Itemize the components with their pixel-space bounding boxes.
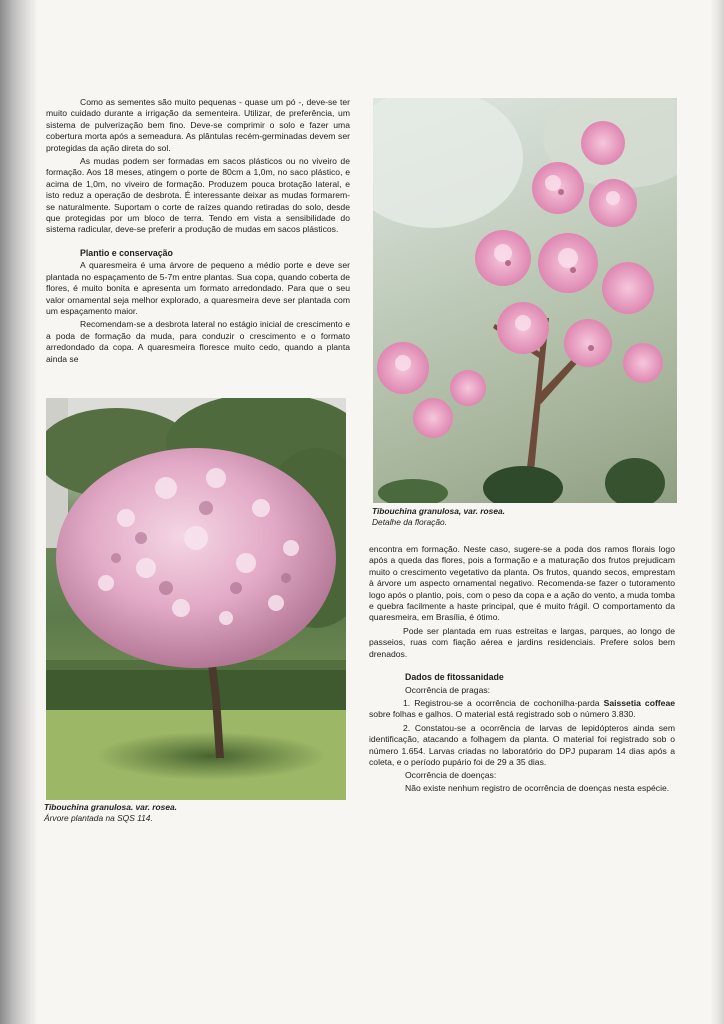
- paragraph-flower-pruning: encontra em formação. Neste caso, sugere-se a poda dos ramos florais logo após a queda das flores, pois a formação e a maturação dos frutos prejudicam muito o crescimento vegetativo da planta. Os frutos, quando secos, emprestam à árvore um aspecto ornamental negativo. Recomenda-se fazer o tutoramento logo após o plantio, pois, com o peso da copa e a ação do vento, a muda tomba e quebra facilmente a haste principal, que é muito frágil. O comportamento da quaresmeira, em Brasília, é ótimo.: [369, 544, 675, 623]
- flower-caption-detail: Detalhe da floração.: [372, 516, 447, 527]
- paragraph-spacing: A quaresmeira é uma árvore de pequeno a médio porte e deve ser plantada no espaçamento de 5-7m entre plantas. Sua copa, quando coberta de flores, é muito bonita e apresenta um formato arredondado. Para que o seu valor ornamental seja melhor explorado, a quaresmeira deve ser plantada com um espaçamento maior.: [46, 260, 350, 316]
- pest-record-1-continued: sobre folhas e galhos. O material está registrado sob o número 3.830.: [369, 709, 636, 720]
- book-spine-shadow: [0, 0, 38, 1024]
- section-heading-phytosanitary: Dados de fitossanidade: [405, 672, 504, 683]
- tree-caption-species: Tibouchina granulosa. var. rosea.: [44, 802, 177, 812]
- diseases-text: Não existe nenhum registro de ocorrência de doenças nesta espécie.: [405, 782, 670, 793]
- flower-photo-caption: [372, 506, 505, 527]
- flower-photo: [373, 98, 677, 503]
- tree-caption-location: Árvore plantada na SQS 114.: [44, 812, 153, 823]
- paragraph-planting-sites: Pode ser plantada em ruas estreitas e largas, parques, ao longo de passeios, ruas com fiação aérea e jardins residenciais. Prefere solos bem drenados.: [369, 625, 675, 659]
- left-text-column: [46, 97, 350, 367]
- pests-label: Ocorrência de pragas:: [405, 685, 491, 696]
- diseases-label: Ocorrência de doenças:: [405, 770, 497, 781]
- tree-photo: [46, 398, 346, 800]
- section-heading-planting: Plantio e conservação: [80, 247, 173, 258]
- pest-record-1-text: 1. Registrou-se a ocorrência de cochonilha-parda: [403, 697, 600, 708]
- tree-photo-caption: [44, 802, 177, 823]
- flower-illustration: [373, 98, 677, 503]
- pest-record-1: [369, 698, 675, 721]
- paragraph-irrigation: Como as sementes são muito pequenas - quase um pó -, deve-se ter muito cuidado durante a irrigação da sementeira. Utilizar, de preferência, um sistema de pulverização bem fino. Deve-se comprimir o solo e fazer uma cobertura morta após a semeadura. As plântulas recém-germinadas devem ser protegidas da ação direta do sol.: [46, 97, 350, 153]
- tree-illustration: [46, 398, 346, 800]
- flower-caption-species: Tibouchina granulosa, var. rosea.: [372, 506, 505, 516]
- pest-species-name: Saissetia coffeae: [603, 697, 676, 708]
- paragraph-pruning: Recomendam-se a desbrota lateral no estágio inicial de crescimento e a poda de formação da muda, para conduzir o crescimento e o formato arredondado da copa. A quaresmeira floresce muito cedo, quando a planta ainda se: [46, 319, 350, 364]
- page-edge-shadow: [710, 0, 724, 1024]
- pest-record-2: 2. Constatou-se a ocorrência de larvas de lepidópteros ainda sem identificação, atacando a folhagem da planta. O material foi registrado sob o número 1.654. Larvas criadas no laboratório do DPJ puparam 14 dias após a coleta, e o período pupário foi de 29 a 35 dias.: [369, 722, 675, 767]
- right-text-column: [369, 544, 675, 795]
- paragraph-seedlings: As mudas podem ser formadas em sacos plásticos ou no viveiro de formação. Aos 18 meses, atingem o porte de 80cm a 1,0m, no saco plástico, e acima de 1,0m, no viveiro de formação. Produzem pouca brotação lateral, e isto reduz a operação de desbrota. É interessante deixar as mudas formarem-se naturalmente. Suportam o corte de raízes quando retiradas do solo, desde que protegidas por um bloco de terra. Tendo em vista a sensibilidade do sistema radicular, deve-se preferir a produção de mudas em sacos plásticos.: [46, 156, 350, 235]
